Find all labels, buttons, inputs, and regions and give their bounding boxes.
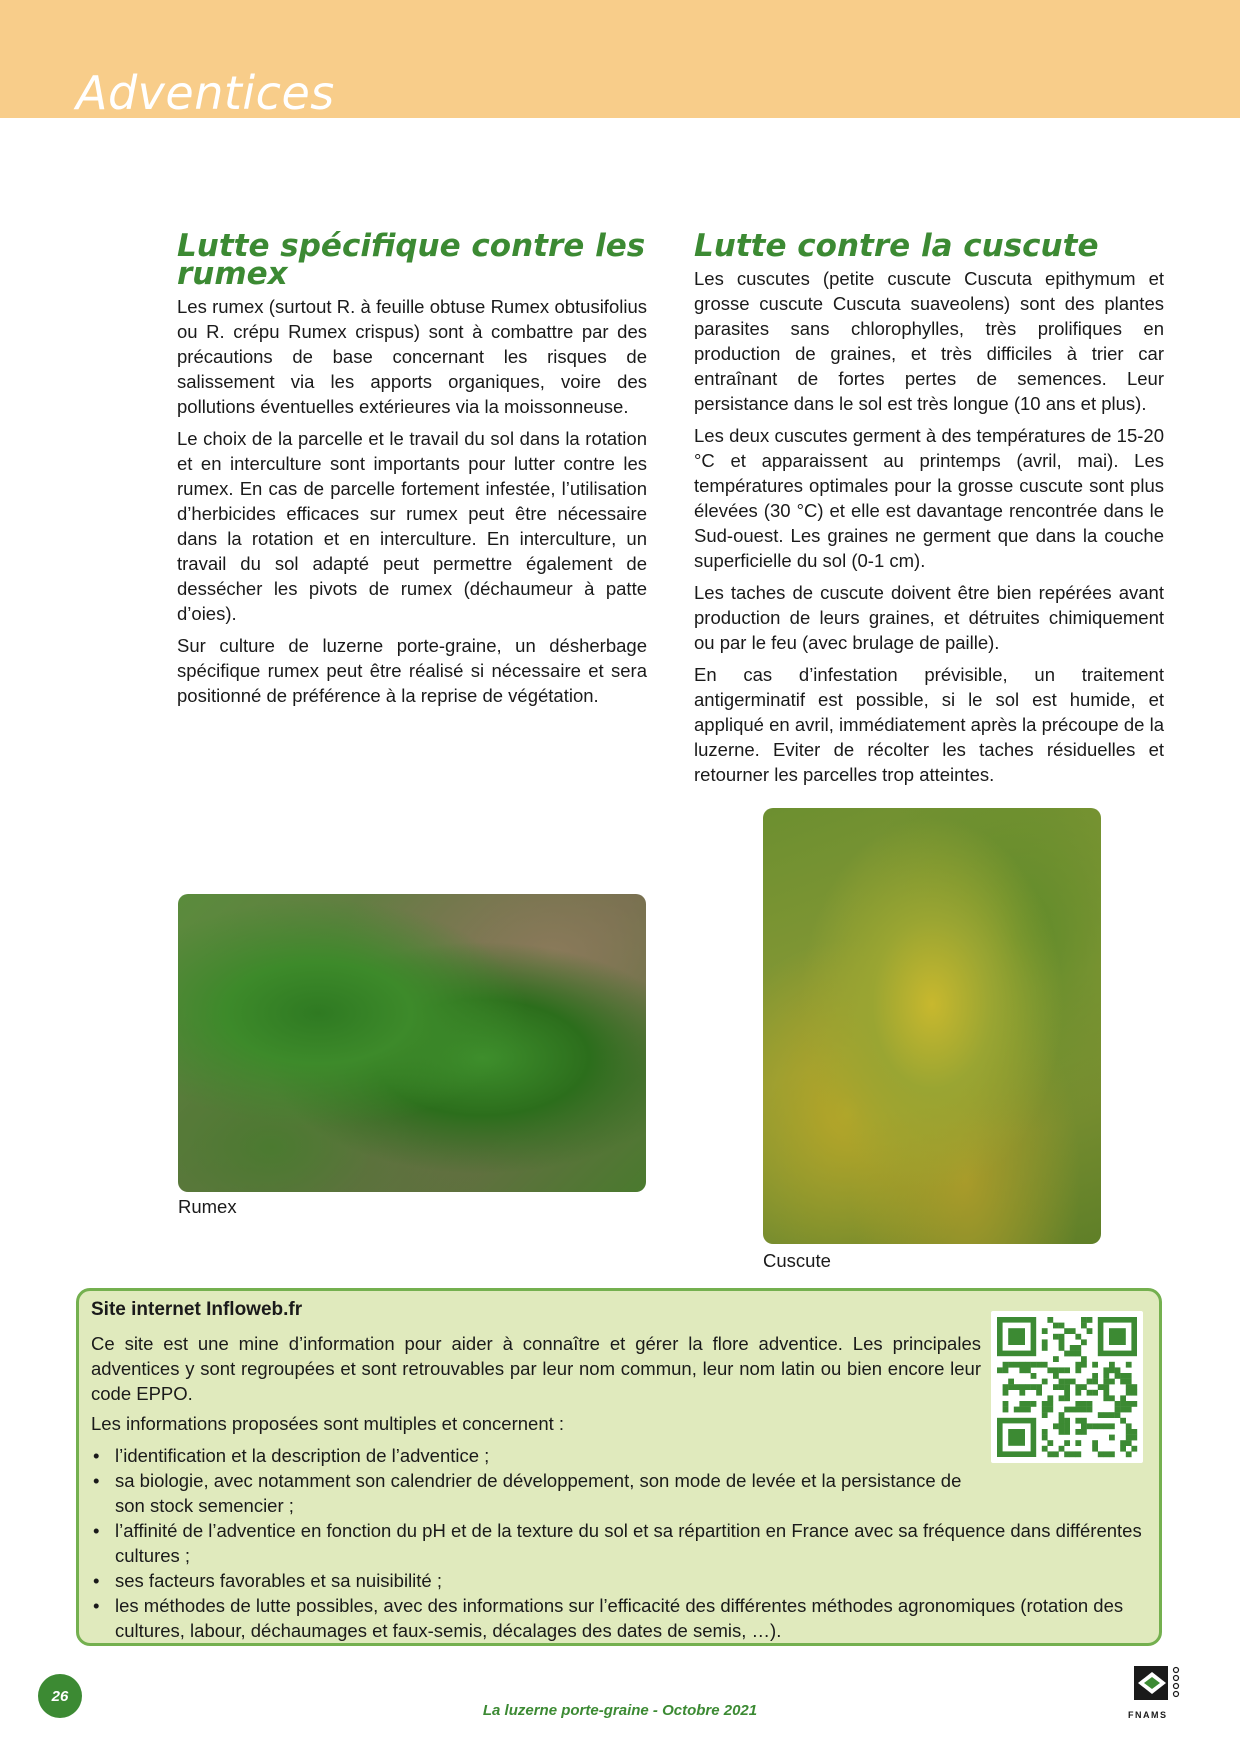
- page-title: Adventices: [76, 66, 335, 120]
- cuscute-paragraph-4: En cas d’infestation prévisible, un traitement antigerminatif est possible, si le sol est humide, et appliqué en avril, immédiatement après la précoupe de la luzerne. Eviter de récolter les taches résiduelles et retourner les parcelles trop atteintes.: [694, 664, 1164, 785]
- page-number: 26: [38, 1674, 82, 1718]
- qr-code-icon[interactable]: [991, 1311, 1143, 1463]
- list-item: • les méthodes de lutte possibles, avec des informations sur l’efficacité des différentes méthodes agronomiques (rotation des cultures, labour, déchaumages et faux-semis, décalages des dates de semis, …).: [93, 1595, 1124, 1641]
- rumex-paragraph-3: Sur culture de luzerne porte-graine, un désherbage spécifique rumex peut être réalisé si nécessaire et sera positionné de préférence à la reprise de végétation.: [177, 635, 647, 706]
- bullet-icon: •: [93, 1595, 100, 1616]
- cuscute-paragraph-3: Les taches de cuscute doivent être bien repérées avant production de leurs graines, et détruites chimiquement ou par le feu (avec brulage de paille).: [694, 582, 1164, 653]
- list-item: • sa biologie, avec notamment son calendrier de développement, son mode de levée et la persistance de son stock semencier ;: [93, 1470, 962, 1516]
- cuscute-photo: [763, 808, 1101, 1244]
- info-box-lead: Les informations proposées sont multiples et concernent :: [91, 1413, 565, 1434]
- bullet-icon: •: [93, 1445, 100, 1466]
- list-item: • l’identification et la description de l’adventice ;: [93, 1445, 490, 1466]
- rumex-photo: [178, 894, 646, 1192]
- info-box-title: Site internet Infloweb.fr: [91, 1299, 303, 1320]
- bullet-icon: •: [93, 1570, 100, 1591]
- rumex-paragraph-2: Le choix de la parcelle et le travail du sol dans la rotation et en interculture sont importants pour lutter contre les rumex. En cas de parcelle fortement infestée, l’utilisation d’herbicides efficaces sur rumex peut être nécessaire dans la rotation et en interculture. En interculture, un travail du sol adapté peut permettre également de dessécher les pivots de rumex (déchaumeur à patte d’oies).: [177, 428, 647, 624]
- bullet-icon: •: [93, 1520, 100, 1541]
- rumex-paragraph-1: Les rumex (surtout R. à feuille obtuse Rumex obtusifolius ou R. crépu Rumex crispus) sont à combattre par des précautions de base concernant les risques de salissement via les apports organiques, voire des pollutions éventuelles extérieures via la moissonneuse.: [177, 296, 647, 417]
- rumex-section: [177, 228, 647, 715]
- cuscute-photo-caption: Cuscute: [763, 1250, 831, 1271]
- cuscute-paragraph-1: Les cuscutes (petite cuscute Cuscuta epithymum et grosse cuscute Cuscuta suaveolens) sont des plantes parasites sans chlorophylles, très prolifiques en production de graines, et très difficiles à trier car entraînant de fortes pertes de semences. Leur persistance dans le sol est très longue (10 ans et plus).: [694, 268, 1164, 414]
- publication-footer: La luzerne porte-graine - Octobre 2021: [482, 1702, 758, 1719]
- info-box-intro: Ce site est une mine d’information pour aider à connaître et gérer la flore adventice. Les principales adventices y sont regroupées et sont retrouvables par leur nom commun, leur nom latin ou bien encore leur code EPPO.: [91, 1333, 981, 1404]
- cuscute-paragraph-2: Les deux cuscutes germent à des températures de 15-20 °C et apparaissent au printemps (avril, mai). Les températures optimales pour la grosse cuscute sont plus élevées (30 °C) et elle est davantage rencontrée dans le Sud-ouest. Les graines ne germent que dans la couche superficielle du sol (0-1 cm).: [694, 425, 1164, 571]
- rumex-photo-caption: Rumex: [178, 1196, 237, 1217]
- rumex-section-title: Lutte spécifique contre les rumex: [177, 228, 646, 292]
- list-item: • l’affinité de l’adventice en fonction du pH et de la texture du sol et sa répartition en France avec sa fréquence dans différentes cultures ;: [93, 1520, 1142, 1566]
- infloweb-info-box: [76, 1288, 1162, 1646]
- bullet-icon: •: [93, 1470, 100, 1491]
- info-bullet-list: [91, 1443, 1157, 1643]
- fnams-logo-text: FNAMS: [1128, 1710, 1168, 1720]
- cuscute-section-title: Lutte contre la cuscute: [694, 228, 1099, 264]
- cuscute-section: [694, 228, 1164, 794]
- list-item: • ses facteurs favorables et sa nuisibilité ;: [93, 1570, 442, 1591]
